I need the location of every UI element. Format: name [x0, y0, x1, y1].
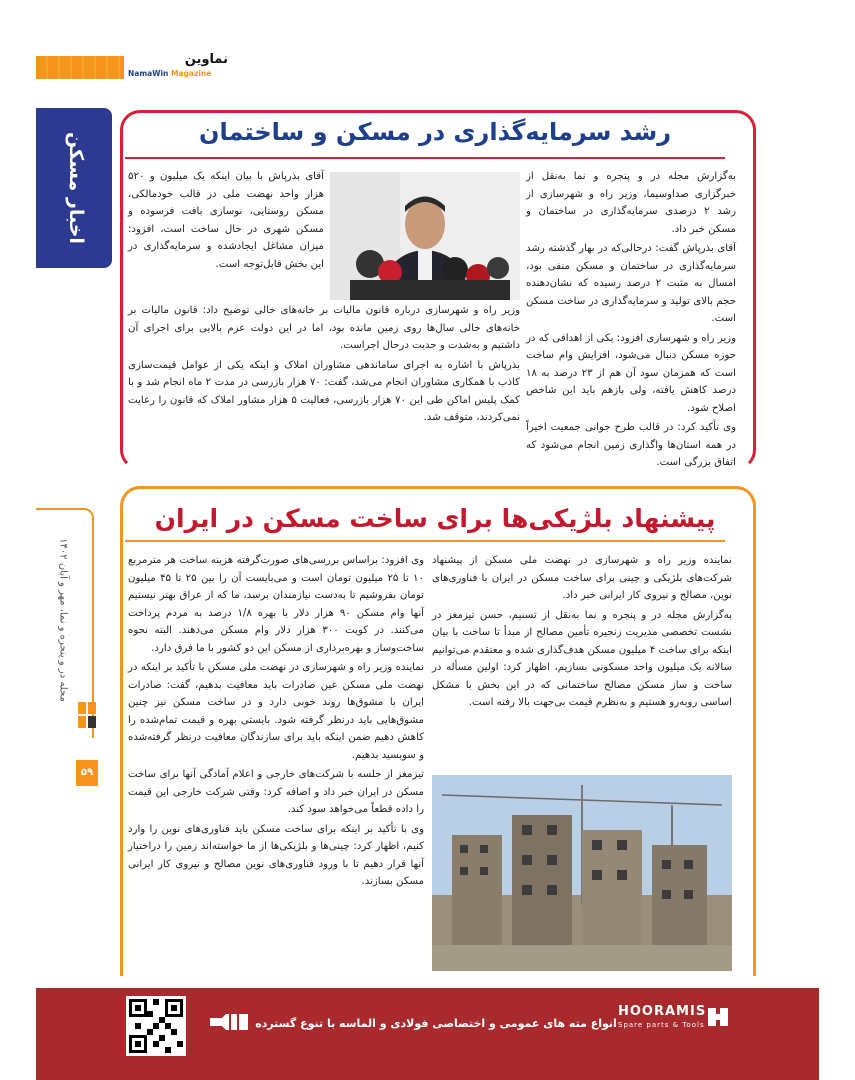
- section-label: اخبار مسکن: [65, 132, 87, 244]
- article2-title: پیشنهاد بلژیکی‌ها برای ساخت مسکن در ایران: [154, 504, 716, 533]
- article2-title-underline: [125, 540, 725, 542]
- minister-press-photo: [330, 172, 520, 300]
- construction-photo-illustration: [432, 775, 732, 971]
- article1-left-column-bottom: [128, 302, 520, 429]
- logo-english-text: [128, 68, 228, 80]
- article1-right-paragraph: به‌گزارش مجله در و پنجره و نما به‌نقل از خبرگزاری صداوسیما، وزیر راه و شهرسازی از رشد ۲ درصدی سرمایه‌گذاری در ساختمان و مسکن خبر داد.: [526, 171, 736, 235]
- logo-en-suffix: Magazine: [171, 69, 212, 78]
- article2-right-paragraph: به‌گزارش مجله در و پنجره و نما به‌نقل از تسنیم، حسن تیزمغز در نشست تخصصی مدیریت زنجیره تأمین مصالح از مبدأ تا ساخت با بیان اینکه برای ساخت ۴ میلیون مسکن هدف‌گذاری شده و معتقدم می‌توانیم سالانه یک میلیون واحد مسکونی بسازیم، اظهار کرد: اولین مسأله در ساخت و ساز مسکن مصالح ساختمانی که در این بخش با مشکل اساسی روبه‌رو هستیم و به‌نظرم قیمت بی‌جهت بالا رفته است.: [432, 609, 733, 708]
- page-number: ۵۹: [76, 760, 98, 786]
- article1-left-column-top: [128, 168, 324, 275]
- qr-code[interactable]: [126, 996, 186, 1056]
- article1-left-paragraph: وزیر راه و شهرسازی درباره قانون مالیات بر خانه‌های خالی توضیح داد: قانون مالیات بر خانه‌های خالی سال‌ها روی زمین مانده بود، اما در این دولت عزم بالایی برای اجرای آن داشتیم و به‌شدت و جدیت درحال اجراست.: [128, 305, 520, 351]
- article1-left-paragraph: آقای بذرپاش با بیان اینکه یک میلیون و ۵۲۰ هزار واحد نهضت ملی در قالب خودمالکی، مسکن روستایی، نوسازی بافت فرسوده و مسکن شهری در حال ساخت است، افزود: میزان مشاغل ایجادشده و سرمایه‌گذاری در این بخش قابل‌توجه است.: [128, 171, 324, 270]
- article2-left-column: [128, 552, 424, 893]
- qr-code-icon: [129, 999, 183, 1053]
- article1-right-paragraph: آقای بذرپاش گفت: درحالی‌که در بهار گذشته رشد سرمایه‌گذاری در ساختمان و مسکن منفی بود، امسال به مثبت ۲ درصد رسیده که نشان‌دهنده حجم بالای تولید و سرمایه‌گذاری در ساخت مسکن است.: [526, 243, 736, 324]
- minister-photo-illustration: [330, 172, 520, 300]
- window-icon: [76, 700, 98, 730]
- header-color-bar: [36, 56, 124, 79]
- article1-right-paragraph: وزیر راه و شهرسازی افزود: یکی از اهدافی که در حوزه مسکن دنبال می‌شود، افزایش وام ساخت است که همزمان سود آن هم از ۲۳ درصد به ۱۸ درصد کاهش یافته، ولی بازهم باید این شاخص اصلاح شود.: [526, 332, 737, 414]
- construction-site-photo: [432, 775, 732, 971]
- article2-right-column: [432, 552, 732, 714]
- article2-right-paragraph: نماینده وزیر راه و شهرسازی در نهضت ملی مسکن از پیشنهاد شرکت‌های بلژیکی و چینی برای ساخت مسکن در ایران با فناوری‌های نوین، مصالح و نیروی کار ایرانی خبر داد.: [432, 555, 732, 601]
- advertisement-banner[interactable]: [36, 988, 819, 1080]
- ad-slogan: انواع مته های عمومی و اختصاصی فولادی و الماسه با تنوع گسترده: [255, 1017, 617, 1030]
- article2-left-paragraph: وی افزود: براساس بررسی‌های صورت‌گرفته هزینه ساخت هر مترمربع ۱۰ تا ۲۵ میلیون تومان است و می‌بایست آن را بین ۲۵ تا ۴۵ میلیون تومان بفروشیم تا به‌دست نیازمندان برسد، ما که از عراق بهتر نیستیم آنها وام مسکن ۹۰ هزار دلار با بهره ۱/۸ درصد به مردم پرداخت می‌کنند. در کویت ۳۰۰ هزار دلار وام مسکن می‌دهند. البته نحوه ساخت‌وساز و بهره‌برداری از مسکن این دو کشور با ما فرق دارد.: [128, 555, 424, 654]
- ad-brand-name: HOORAMIS: [618, 1004, 707, 1019]
- article1-right-column: [526, 168, 736, 474]
- ad-brand-subtitle: Spare parts & Tools: [618, 1021, 705, 1029]
- article2-left-paragraph: وی با تأکید بر اینکه برای ساخت مسکن باید فناوری‌های نوین را وارد کنیم، اظهار کرد: چینی‌ها و بلژیکی‌ها از ما خواسته‌اند زمین را دراختیار آنها قرار دهیم تا با ورود فناوری‌های نوین مصالح و نیروی کار ایرانی مسکن بسازند.: [128, 823, 424, 887]
- logo-en-prefix: NamaWin: [128, 69, 169, 78]
- drill-bit-icon: [208, 1010, 250, 1034]
- article2-left-paragraph: تیزمغز از جلسه با شرکت‌های خارجی و اعلام آمادگی آنها برای ساخت مسکن در ایران خبر داد و اضافه کرد: وقتی شرکت خارجی این قیمت را داده قطعاً می‌خواهد سود کند.: [128, 769, 424, 815]
- section-tab: [36, 108, 112, 268]
- article1-title-underline: [125, 157, 725, 159]
- article1-left-paragraph: بذرپاش با اشاره به اجرای ساماندهی مشاوران املاک و اینکه یکی از عوامل قیمت‌سازی کاذب با همکاری مشاوران انجام می‌شد، گفت: ۷۰ هزار بازرسی در مدت ۲ ماه انجام شد و با کمک پلیس اماکن طی این ۷۰ هزار بازرسی، فعالیت ۵ هزار مشاور املاک که قانون را رعایت نمی‌کردند، متوقف شد.: [128, 359, 520, 423]
- magazine-issue-info: مجله در و پنجره و نما، مهر و آبان ۱۴۰۲: [57, 538, 69, 702]
- brand-logo-icon: [706, 1006, 730, 1028]
- article1-right-paragraph: وی تأکید کرد: در قالب طرح جوانی جمعیت اخیراً در همه استان‌ها واگذاری زمین انجام می‌شود که اتفاق بزرگی است.: [526, 422, 736, 468]
- logo-persian-text: نماوین: [184, 52, 228, 67]
- article2-left-paragraph: نماینده وزیر راه و شهرسازی در نهضت ملی مسکن با تأکید بر اینکه در نهضت ملی مسکن عین صادرات باید معافیت بدهیم، گفت: صادرات ایران با مشوق‌ها روند خوبی دارد و در ساخت مسکن نیز چنین مشوق‌هایی باید درنظر گرفته شود. بایستی بهره و قیمت تمام‌شده را کاهش دهیم ضمن اینکه باید برای سازندگان معافیت درنظر گرفته‌شده و سوبسید بدهیم.: [128, 662, 424, 761]
- article1-title: رشد سرمایه‌گذاری در مسکن و ساختمان: [198, 118, 672, 146]
- magazine-logo[interactable]: [128, 52, 228, 84]
